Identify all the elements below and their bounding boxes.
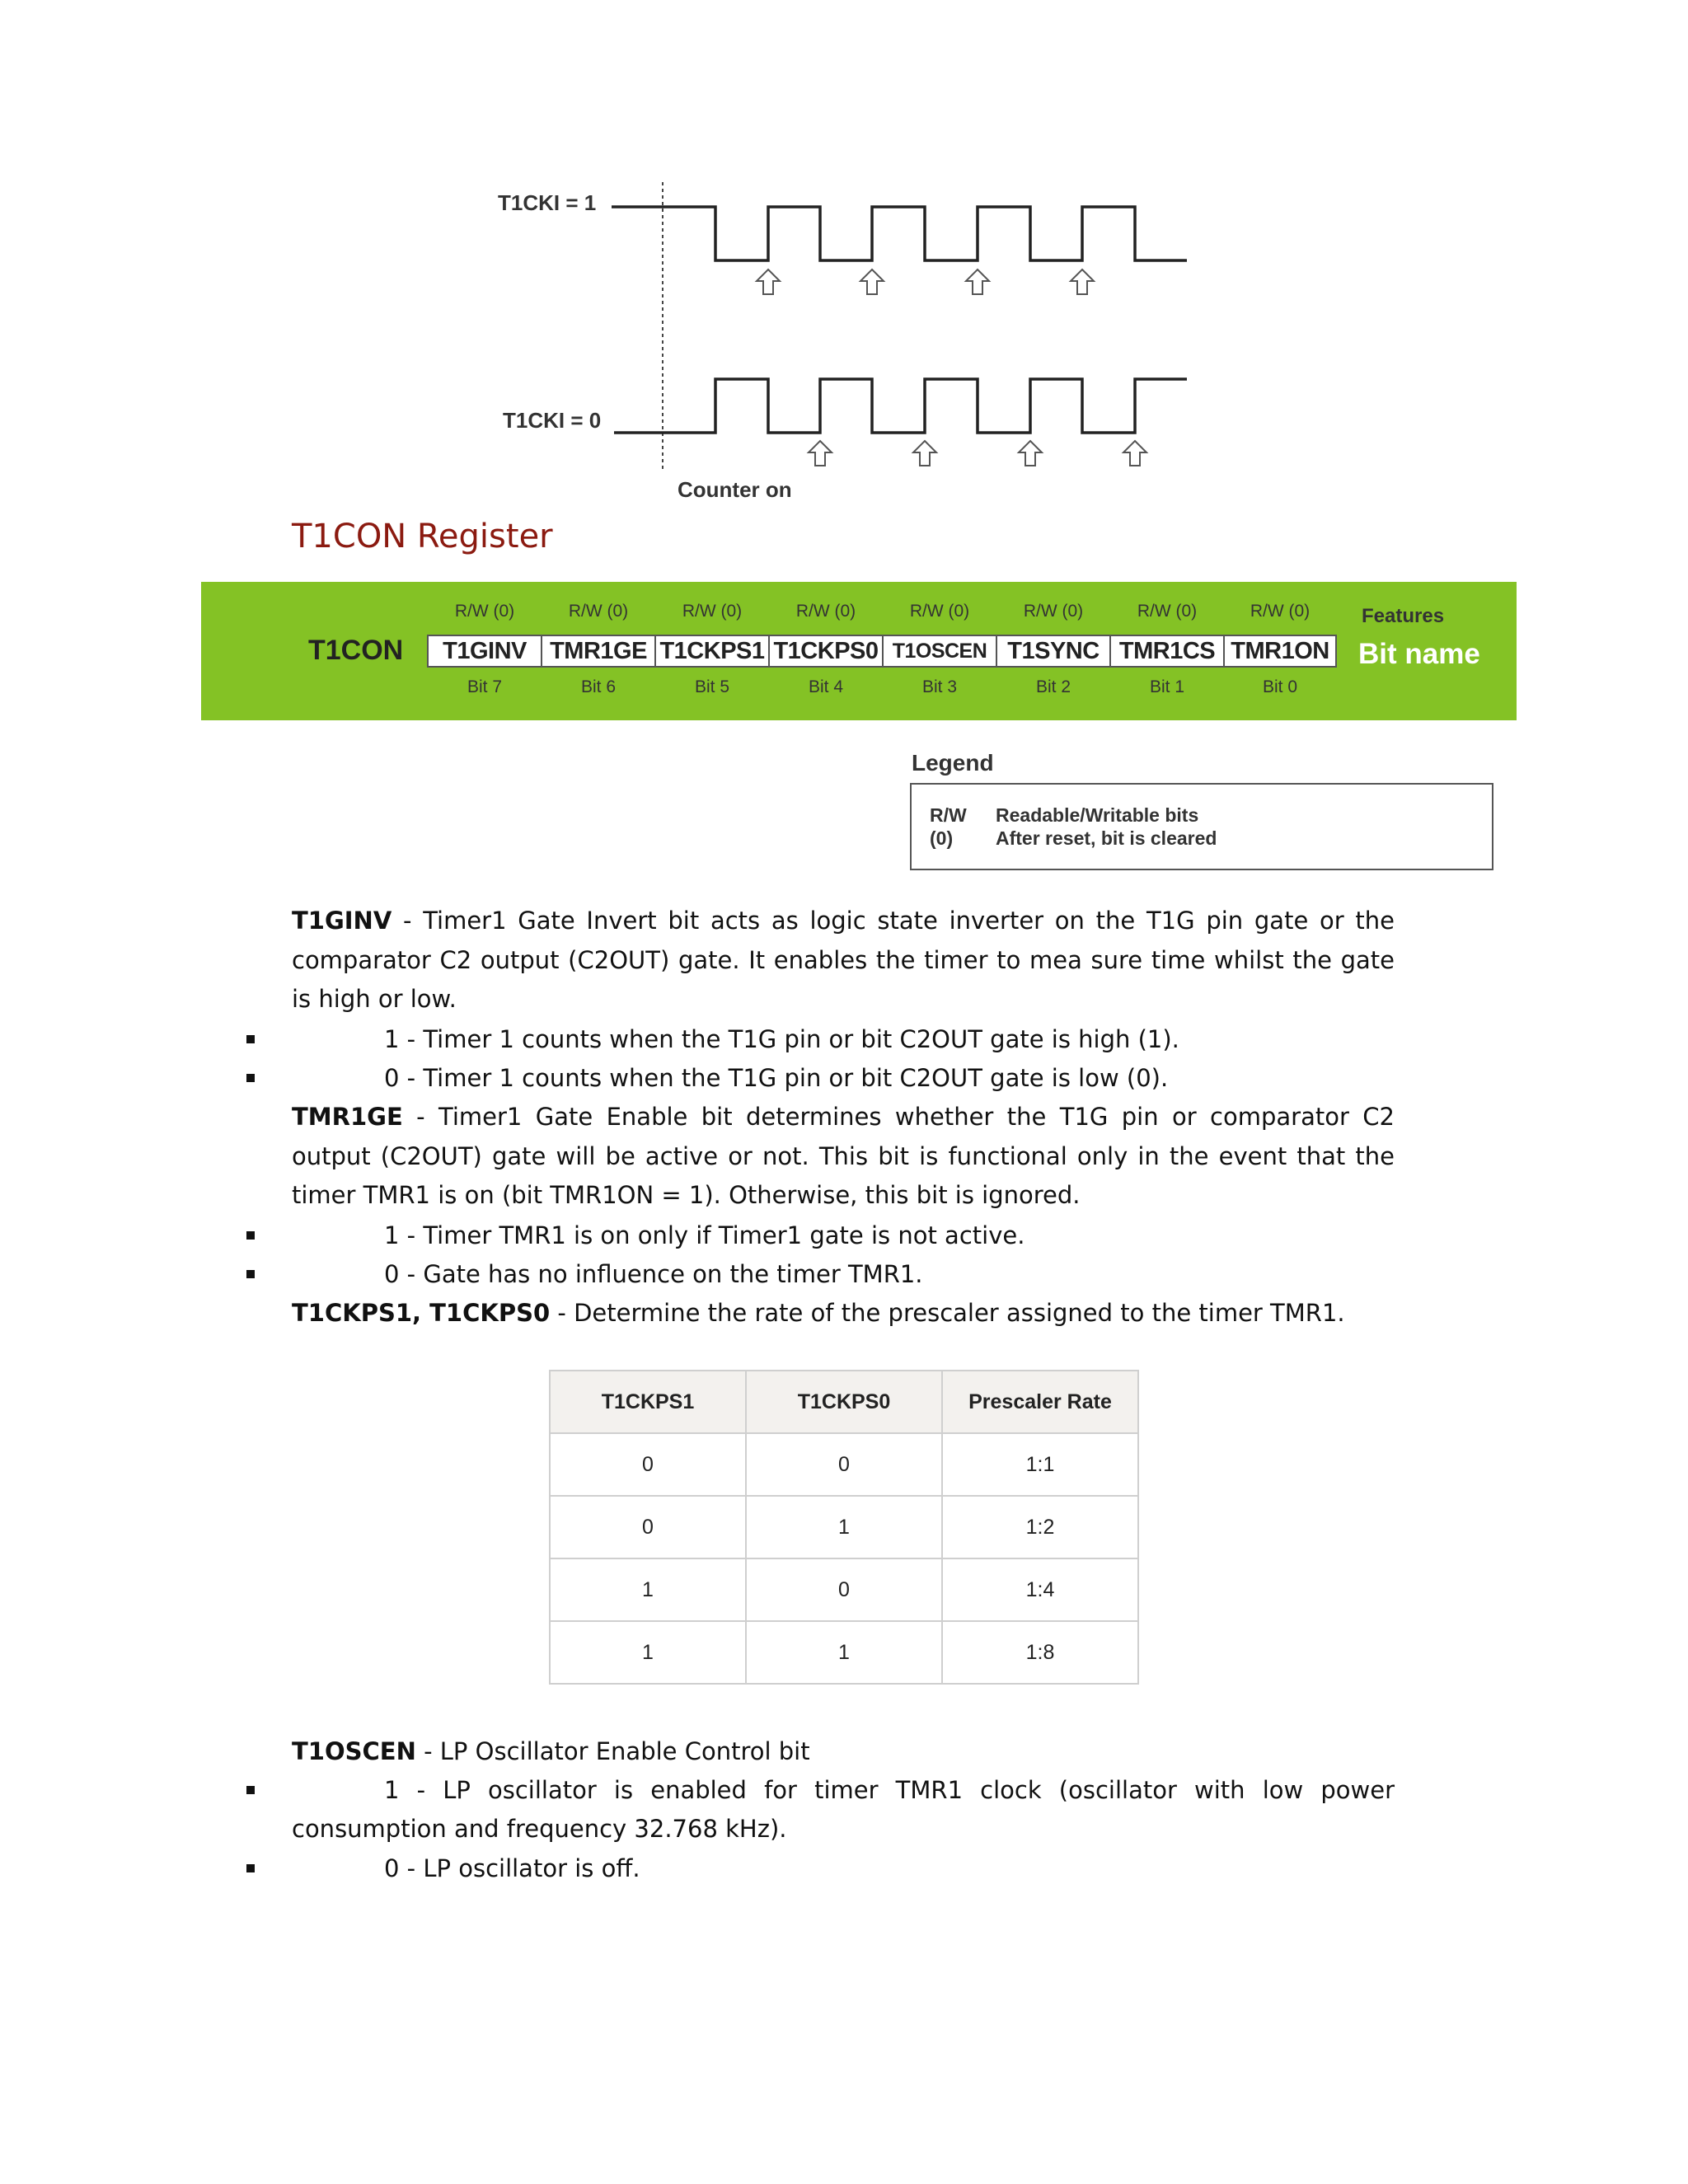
tmr1ge-paragraph [292,1098,1395,1216]
features-label: Features [1362,605,1445,627]
bit-access: R/W (0) [568,602,629,621]
table-cell: 1:2 [942,1496,1138,1558]
timing-diagram [486,177,1212,507]
legend-desc: After reset, bit is cleared [996,827,1217,849]
up-arrow-icon [809,441,832,466]
table-cell: 1 [746,1496,942,1558]
bit-number: Bit 6 [580,677,617,696]
bit-number: Bit 7 [467,677,503,696]
t1cki-high-label: T1CKI = 1 [498,190,597,215]
legend-desc: Readable/Writable bits [996,804,1199,826]
up-arrow-icon [860,269,884,294]
bit-name: T1CKPS1 [659,638,765,664]
bit-number: Bit 1 [1149,677,1185,696]
bullet-square-icon [246,1074,255,1082]
t1oscen-paragraph [292,1732,1395,1772]
t1oscen-text: - LP Oscillator Enable Control bit [415,1737,810,1765]
bullet-square-icon [246,1035,255,1043]
table-header-row [550,1371,1138,1433]
bit-access: R/W (0) [1250,602,1311,621]
tmr1ge-bullet-1: 1 - Timer TMR1 is on only if Timer1 gate is not active. [384,1221,1025,1249]
t1ginv-bullet-1: 1 - Timer 1 counts when the T1G pin or bit C2OUT gate is high (1). [384,1025,1179,1053]
up-arrow-icon [1071,269,1094,294]
bit-number: Bit 3 [921,677,958,696]
bit-number: Bit 4 [808,677,844,696]
t1ginv-bullet-0: 0 - Timer 1 counts when the T1G pin or bit C2OUT gate is low (0). [384,1064,1169,1092]
tmr1ge-text: - Timer1 Gate Enable bit determines whether the T1G pin or comparator C2 output (C2OUT) gate will be active or not. This bit is functional only in the event that the timer TMR1 is on (bit TMR1ON = 1). Otherwise, this bit is ignored. [292,1103,1395,1209]
bullet-square-icon [246,1864,255,1872]
table-cell: 1 [746,1621,942,1684]
prescaler-table [549,1370,1139,1685]
edge-arrows-low [809,441,1146,466]
bit-name: T1SYNC [1007,638,1100,664]
bit-cell [996,602,1109,696]
table-row [550,1433,1138,1496]
bit-cell [1109,602,1223,696]
table-cell: 0 [550,1433,746,1496]
t1oscen-bullet-1-line2: consumption and frequency 32.768 kHz). [292,1815,787,1843]
bit-cell [1223,602,1337,696]
waveform-t1cki-low [614,379,1187,433]
tmr1ge-term: TMR1GE [292,1103,403,1131]
legend-key: (0) [930,827,954,849]
table-row [550,1621,1138,1684]
t1oscen-bullet-0: 0 - LP oscillator is off. [384,1854,640,1882]
up-arrow-icon [1123,441,1146,466]
register-band [201,582,1517,720]
bit-cell [768,602,882,696]
t1oscen-bullet-1-line1: 1 - LP oscillator is enabled for timer TMR1 clock (oscillator with low power [384,1776,1395,1804]
t1ckps-term: T1CKPS1, T1CKPS0 [292,1299,551,1327]
bit-access: R/W (0) [795,602,856,621]
t1cki-low-label: T1CKI = 0 [503,408,602,433]
table-header-cell: T1CKPS0 [746,1371,942,1433]
legend-box [910,783,1493,870]
bit-access: R/W (0) [1023,602,1084,621]
up-arrow-icon [1019,441,1042,466]
t1ckps-text: - Determine the rate of the prescaler assigned to the timer TMR1. [550,1299,1345,1327]
t1ginv-text: - Timer1 Gate Invert bit acts as logic state inverter on the T1G pin gate or the comparator C2 output (C2OUT) gate. It enables the timer to mea sure time whilst the gate is high or low. [292,907,1395,1013]
table-cell: 1 [550,1558,746,1621]
bit-number: Bit 2 [1035,677,1071,696]
legend-title: Legend [912,750,994,776]
bit-number: Bit 0 [1262,677,1298,696]
bullet-square-icon [246,1270,255,1278]
bullet-square-icon [246,1231,255,1240]
bit-name: TMR1GE [550,638,647,664]
bit-cell [541,602,654,696]
table-row [550,1496,1138,1558]
bit-access: R/W (0) [454,602,515,621]
edge-arrows-high [757,269,1094,294]
bit-name: T1OSCEN [892,640,987,663]
bit-cell [654,602,768,696]
t1ginv-term: T1GINV [292,907,392,935]
waveform-t1cki-high [612,207,1187,260]
table-header-cell: Prescaler Rate [942,1371,1138,1433]
tmr1ge-bullet-0: 0 - Gate has no influence on the timer TMR1. [384,1260,923,1288]
bit-name: T1GINV [443,638,527,664]
t1oscen-term: T1OSCEN [292,1737,416,1765]
bit-cell [882,602,996,696]
table-row [550,1558,1138,1621]
table-header-cell: T1CKPS1 [550,1371,746,1433]
table-cell: 0 [550,1496,746,1558]
bullet-square-icon [246,1786,255,1794]
legend-row [930,827,1217,850]
up-arrow-icon [966,269,989,294]
page-heading: T1CON Register [292,518,553,555]
bit-access: R/W (0) [909,602,970,621]
bit-name: TMR1CS [1118,638,1216,664]
up-arrow-icon [757,269,780,294]
bit-cell [427,602,541,696]
table-cell: 0 [746,1558,942,1621]
bit-name: T1CKPS0 [773,638,879,664]
bit-number: Bit 5 [694,677,730,696]
t1ckps-paragraph [292,1294,1395,1333]
bit-name: TMR1ON [1231,638,1329,664]
table-cell: 1 [550,1621,746,1684]
up-arrow-icon [913,441,936,466]
counter-on-label: Counter on [678,477,792,502]
legend-row [930,804,1198,827]
legend-key: R/W [930,804,967,826]
bit-access: R/W (0) [1137,602,1198,621]
table-cell: 1:4 [942,1558,1138,1621]
register-name: T1CON [308,635,404,666]
table-cell: 1:8 [942,1621,1138,1684]
table-cell: 0 [746,1433,942,1496]
t1ginv-paragraph [292,902,1395,1019]
bit-name-label: Bit name [1358,638,1480,670]
table-cell: 1:1 [942,1433,1138,1496]
bit-access: R/W (0) [682,602,743,621]
